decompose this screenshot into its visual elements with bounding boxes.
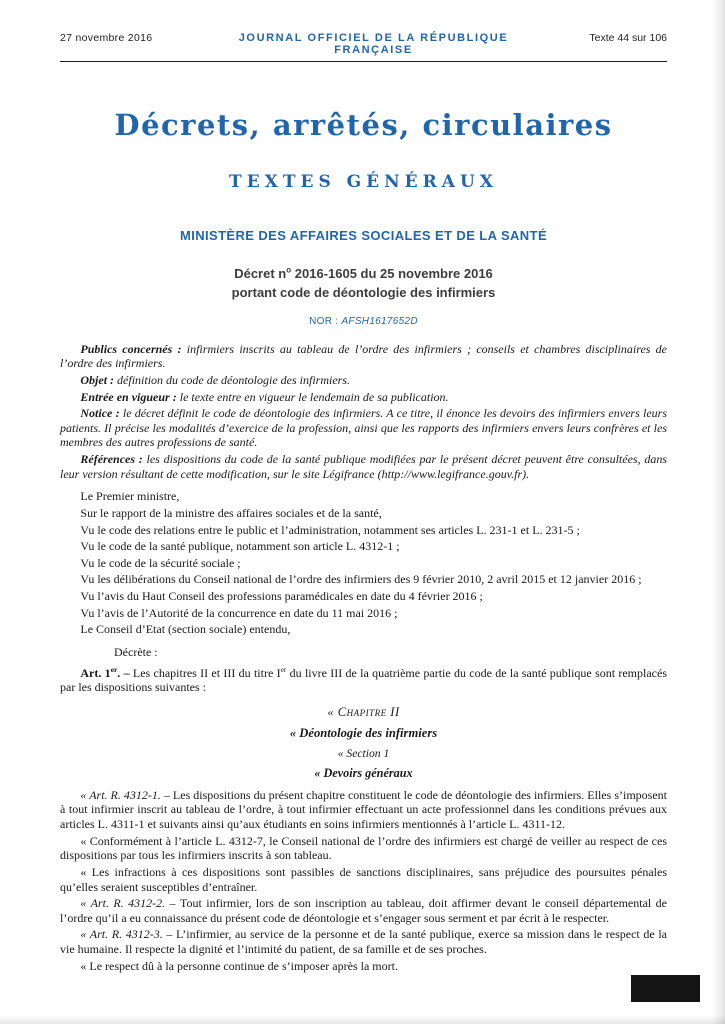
summary-label: Publics concernés : [80,341,187,356]
article-number: « Art. R. 4312-2. – [80,896,180,911]
header-date: 27 novembre 2016 [60,32,153,44]
article-1-label: Art. 1er. – [80,664,133,680]
chapter-title: « Déontologie des infirmiers [289,725,438,740]
preamble-line: Le Premier ministre, [80,489,180,504]
summary-paragraph-references: Références : les dispositions du code de la santé publique modifiées par le présent décret peuvent être consultées, dans leur version résultant de cette modification, sur le site Légifrance (http://www.legifrance.gouv.fr). [60,452,667,481]
article-paragraph: « Conformément à l’article L. 4312-7, le Conseil national de l’ordre des infirmiers est chargé de veiller au respect de ces dispositions par tous les infirmiers inscrits à son tableau. [60,833,667,863]
summary-paragraph-publics: Publics concernés : infirmiers inscrits au tableau de l’ordre des infirmiers ; conseils et chambres disciplinaires de l’ordre des infirmiers. [60,341,668,371]
preamble-line: Vu l’avis de l’Autorité de la concurrence en date du 11 mai 2016 ; [80,605,398,620]
document-title: Décrets, arrêtés, circulaires [114,108,613,142]
summary-paragraph-objet: Objet : définition du code de déontologie des infirmiers. [80,372,351,387]
superscript-er: er [280,664,287,674]
nor-label: NOR : [309,315,342,327]
article-paragraph: « Les infractions à ces dispositions sont passibles de sanctions disciplinaires, sans préjudice des poursuites pénales qu’elles seraient susceptibles d’entraîner. [60,864,667,894]
page-edge-shadow-bottom [0,1015,725,1024]
summary-label: Notice : [80,406,123,421]
preamble-line: Le Conseil d’Etat (section sociale) entendu, [80,622,291,637]
summary-section [60,342,667,482]
article-paragraph: « Art. R. 4312-3. – L’infirmier, au service de la personne et de la santé publique, exerce sa mission dans le respect de la vie humaine. Il respecte la dignité et l’intimité du patient, de sa famille et de ses proches. [60,927,667,957]
article-paragraph: « Art. R. 4312-2. – Tout infirmier, lors de son inscription au tableau, doit affirmer devant le conseil départemental de l’ordre qu’il a eu connaissance du présent code de déontologie et s’engager sous serment et par écrit à le respecter. [60,896,667,925]
article-paragraph: « Art. R. 4312-1. – Les dispositions du présent chapitre constituent le code de déontologie des infirmiers. Elles s’imposent à tout infirmier inscrit au tableau de l’ordre, à tout infirmier effectuant un acte professionnel dans les conditions prévues aux articles L. 4311-1 et suivants ainsi qu’aux étudiants en soins infirmiers mentionnés à l’article L. 4311-12. [60,787,667,832]
header-journal-title: JOURNAL OFFICIEL DE LA RÉPUBLIQUE FRANÇAISE [238,32,509,56]
decree-title-line1: Décret $n^o$ 2016-1605 du 25 novembre 2016 [234,265,493,281]
preamble-line: Sur le rapport de la ministre des affaires sociales et de la santé, [80,505,382,520]
summary-label: Entrée en vigueur : [80,389,180,404]
section-subtitle: « Devoirs généraux [314,765,413,780]
summary-label: Objet : [80,372,118,387]
article-number: « Art. R. 4312-1. – [80,787,173,802]
page-edge-shadow-right [712,0,725,1024]
header-rule [60,61,667,62]
chapter-heading: « Chapitre II [327,704,400,719]
preamble-line: Vu les délibérations du Conseil national de l’ordre des infirmiers des 9 février 2010, 2 avril 2015 et 12 janvier 2016 ; [80,572,642,587]
superscript-o: o [286,265,292,275]
preamble-section [60,489,667,637]
scan-artifact-box [631,975,700,1002]
superscript-er: er [110,664,118,674]
nor-reference [60,316,667,327]
summary-label: Références : [80,452,147,467]
decree-title [60,265,667,303]
textes-generaux-title: TEXTES GÉNÉRAUX [229,172,498,192]
preamble-line: Vu le code de la santé publique, notamment son article L. 4312-1 ; [80,539,400,554]
article-paragraph: « Le respect dû à la personne continue de s’imposer après la mort. [80,958,398,973]
article-number: « Art. R. 4312-3. – [80,927,177,942]
preamble-line: Vu l’avis du Haut Conseil des professions paramédicales en date du 4 février 2016 ; [80,589,483,604]
ministry-title: MINISTÈRE DES AFFAIRES SOCIALES ET DE LA SANTÉ [179,228,548,243]
header-page-indicator: Texte 44 sur 106 [589,32,667,44]
summary-paragraph-entree: Entrée en vigueur : le texte entre en vigueur le lendemain de sa publication. [80,389,449,404]
preamble-line: Vu le code de la sécurité sociale ; [80,555,241,570]
decrete-line: Décrète : [114,644,158,659]
article-1-paragraph: Art. 1er. – Les chapitres II et III du titre Ier du livre III de la quatrième partie du code de la santé publique sont remplacés par les dispositions suivantes : [60,664,667,695]
section-heading: « Section 1 [337,746,390,760]
page-header [60,32,667,56]
preamble-line: Vu le code des relations entre le public et l’administration, notamment ses articles L. 231-1 et L. 231-5 ; [80,522,580,537]
nor-value: AFSH1617652D [341,315,418,327]
decree-title-line2: portant code de déontologie des infirmiers [231,284,496,300]
articles-section [60,788,667,974]
summary-paragraph-notice: Notice : le décret définit le code de déontologie des infirmiers. A ce titre, il énonce les devoirs des infirmiers envers leurs patients. Il précise les modalités d’exercice de la profession, ainsi que les rapports des infirmiers envers leurs confrères et les membres des autres professions de santé. [60,406,667,450]
